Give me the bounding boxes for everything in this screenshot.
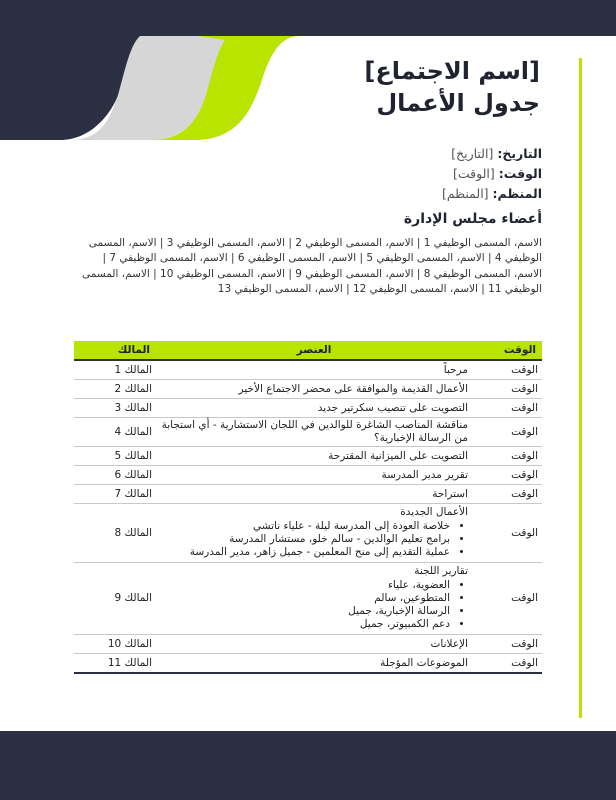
agenda-subitems bbox=[160, 520, 468, 559]
agenda-item[interactable]: التصويت على الميزانية المقترحة bbox=[156, 447, 472, 466]
agenda-owner[interactable]: المالك 1 bbox=[74, 360, 156, 380]
header-owner: المالك bbox=[74, 341, 156, 360]
agenda-time[interactable]: الوقت bbox=[472, 360, 542, 380]
agenda-owner[interactable]: المالك 10 bbox=[74, 635, 156, 654]
agenda-row bbox=[74, 399, 542, 418]
page-title: جدول الأعمال bbox=[376, 89, 540, 117]
meeting-name[interactable]: [اسم الاجتماع] bbox=[364, 57, 540, 85]
agenda-row bbox=[74, 485, 542, 504]
agenda-subitem[interactable]: • العضوية، علياء bbox=[160, 579, 450, 592]
agenda-item[interactable]: الأعمال القديمة والموافقة على محضر الاجتماع الأخير bbox=[156, 380, 472, 399]
agenda-owner[interactable]: المالك 8 bbox=[74, 504, 156, 563]
agenda-subitem[interactable]: • عملية التقديم إلى منح المعلمين - جميل زاهر، مدير المدرسة bbox=[160, 546, 450, 559]
agenda-item[interactable] bbox=[156, 563, 472, 635]
agenda-item[interactable]: مناقشة المناصب الشاغرة للوالدين في اللجان الاستشارية - أي استجابة من الرسالة الإخبارية؟ bbox=[156, 418, 472, 447]
agenda-row bbox=[74, 654, 542, 674]
agenda-owner[interactable]: المالك 6 bbox=[74, 466, 156, 485]
organizer-label: المنظم: bbox=[492, 186, 542, 201]
date-label: التاريخ: bbox=[497, 146, 542, 161]
agenda-time[interactable]: الوقت bbox=[472, 466, 542, 485]
agenda-subitem[interactable]: • المتطوعين، سالم bbox=[160, 592, 450, 605]
title-block bbox=[364, 56, 540, 120]
agenda-time[interactable]: الوقت bbox=[472, 563, 542, 635]
agenda-time[interactable]: الوقت bbox=[472, 485, 542, 504]
agenda-row bbox=[74, 563, 542, 635]
agenda-subitems bbox=[160, 579, 468, 631]
date-row bbox=[442, 144, 542, 164]
agenda-item[interactable]: الإعلانات bbox=[156, 635, 472, 654]
organizer-value[interactable]: [المنظم] bbox=[441, 186, 489, 201]
agenda-subitem[interactable]: • دعم الكمبيوتر، جميل bbox=[160, 618, 450, 631]
board-heading: أعضاء مجلس الإدارة bbox=[403, 211, 542, 227]
agenda-item[interactable]: التصويت على تنصيب سكرتير جديد bbox=[156, 399, 472, 418]
agenda-time[interactable]: الوقت bbox=[472, 654, 542, 674]
agenda-time[interactable]: الوقت bbox=[472, 399, 542, 418]
agenda-time[interactable]: الوقت bbox=[472, 447, 542, 466]
agenda-item[interactable]: مرحباً bbox=[156, 360, 472, 380]
agenda-item[interactable]: استراحة bbox=[156, 485, 472, 504]
time-value[interactable]: [الوقت] bbox=[453, 166, 495, 181]
header-time: الوقت bbox=[472, 341, 542, 360]
agenda-row bbox=[74, 466, 542, 485]
agenda-row bbox=[74, 504, 542, 563]
agenda-subitem[interactable]: • الرسالة الإخبارية، جميل bbox=[160, 605, 450, 618]
agenda-owner[interactable]: المالك 2 bbox=[74, 380, 156, 399]
agenda-time[interactable]: الوقت bbox=[472, 635, 542, 654]
agenda-owner[interactable]: المالك 11 bbox=[74, 654, 156, 674]
agenda-time[interactable]: الوقت bbox=[472, 504, 542, 563]
agenda-table bbox=[74, 341, 542, 674]
agenda-row bbox=[74, 418, 542, 447]
agenda-row bbox=[74, 360, 542, 380]
agenda-item-title: تقارير اللجنة bbox=[414, 565, 468, 577]
agenda-time[interactable]: الوقت bbox=[472, 418, 542, 447]
organizer-row bbox=[442, 184, 542, 204]
agenda-subitem[interactable]: • برامج تعليم الوالدين - سالم خلو، مستشار المدرسة bbox=[160, 533, 450, 546]
agenda-row bbox=[74, 380, 542, 399]
time-row bbox=[442, 164, 542, 184]
agenda-item-title: الأعمال الجديدة bbox=[400, 506, 468, 518]
agenda-row bbox=[74, 635, 542, 654]
agenda-owner[interactable]: المالك 4 bbox=[74, 418, 156, 447]
agenda-owner[interactable]: المالك 7 bbox=[74, 485, 156, 504]
agenda-row bbox=[74, 447, 542, 466]
time-label: الوقت: bbox=[498, 166, 542, 181]
agenda-item[interactable] bbox=[156, 504, 472, 563]
footer-band bbox=[0, 731, 616, 800]
meeting-meta bbox=[442, 144, 542, 204]
date-value[interactable]: [التاريخ] bbox=[451, 146, 494, 161]
board-members[interactable]: الاسم، المسمى الوظيفي 1 | الاسم، المسمى الوظيفي 2 | الاسم، المسمى الوظيفي 3 | الاسم، المسمى الوظيفي 4 | الاسم، المسمى الوظيفي 5 | الاسم، المسمى الوظيفي 6 | الاسم، المسمى الوظيفي 7 | الاسم، المسمى الوظيفي 8 | الاسم، المسمى الوظيفي 9 | الاسم، المسمى الوظيفي 10 | الاسم، المسمى الوظيفي 11 | الاسم، المسمى الوظيفي 12 | الاسم، المسمى الوظيفي 13 bbox=[82, 237, 542, 295]
agenda-item[interactable]: الموضوعات المؤجلة bbox=[156, 654, 472, 674]
agenda-owner[interactable]: المالك 3 bbox=[74, 399, 156, 418]
agenda-subitem[interactable]: • خلاصة العودة إلى المدرسة ليلة - علياء ناتشي bbox=[160, 520, 450, 533]
agenda-owner[interactable]: المالك 5 bbox=[74, 447, 156, 466]
accent-line bbox=[579, 58, 582, 718]
agenda-time[interactable]: الوقت bbox=[472, 380, 542, 399]
agenda-item[interactable]: تقرير مدير المدرسة bbox=[156, 466, 472, 485]
agenda-owner[interactable]: المالك 9 bbox=[74, 563, 156, 635]
agenda-header-row bbox=[74, 341, 542, 360]
header-item: العنصر bbox=[156, 341, 472, 360]
